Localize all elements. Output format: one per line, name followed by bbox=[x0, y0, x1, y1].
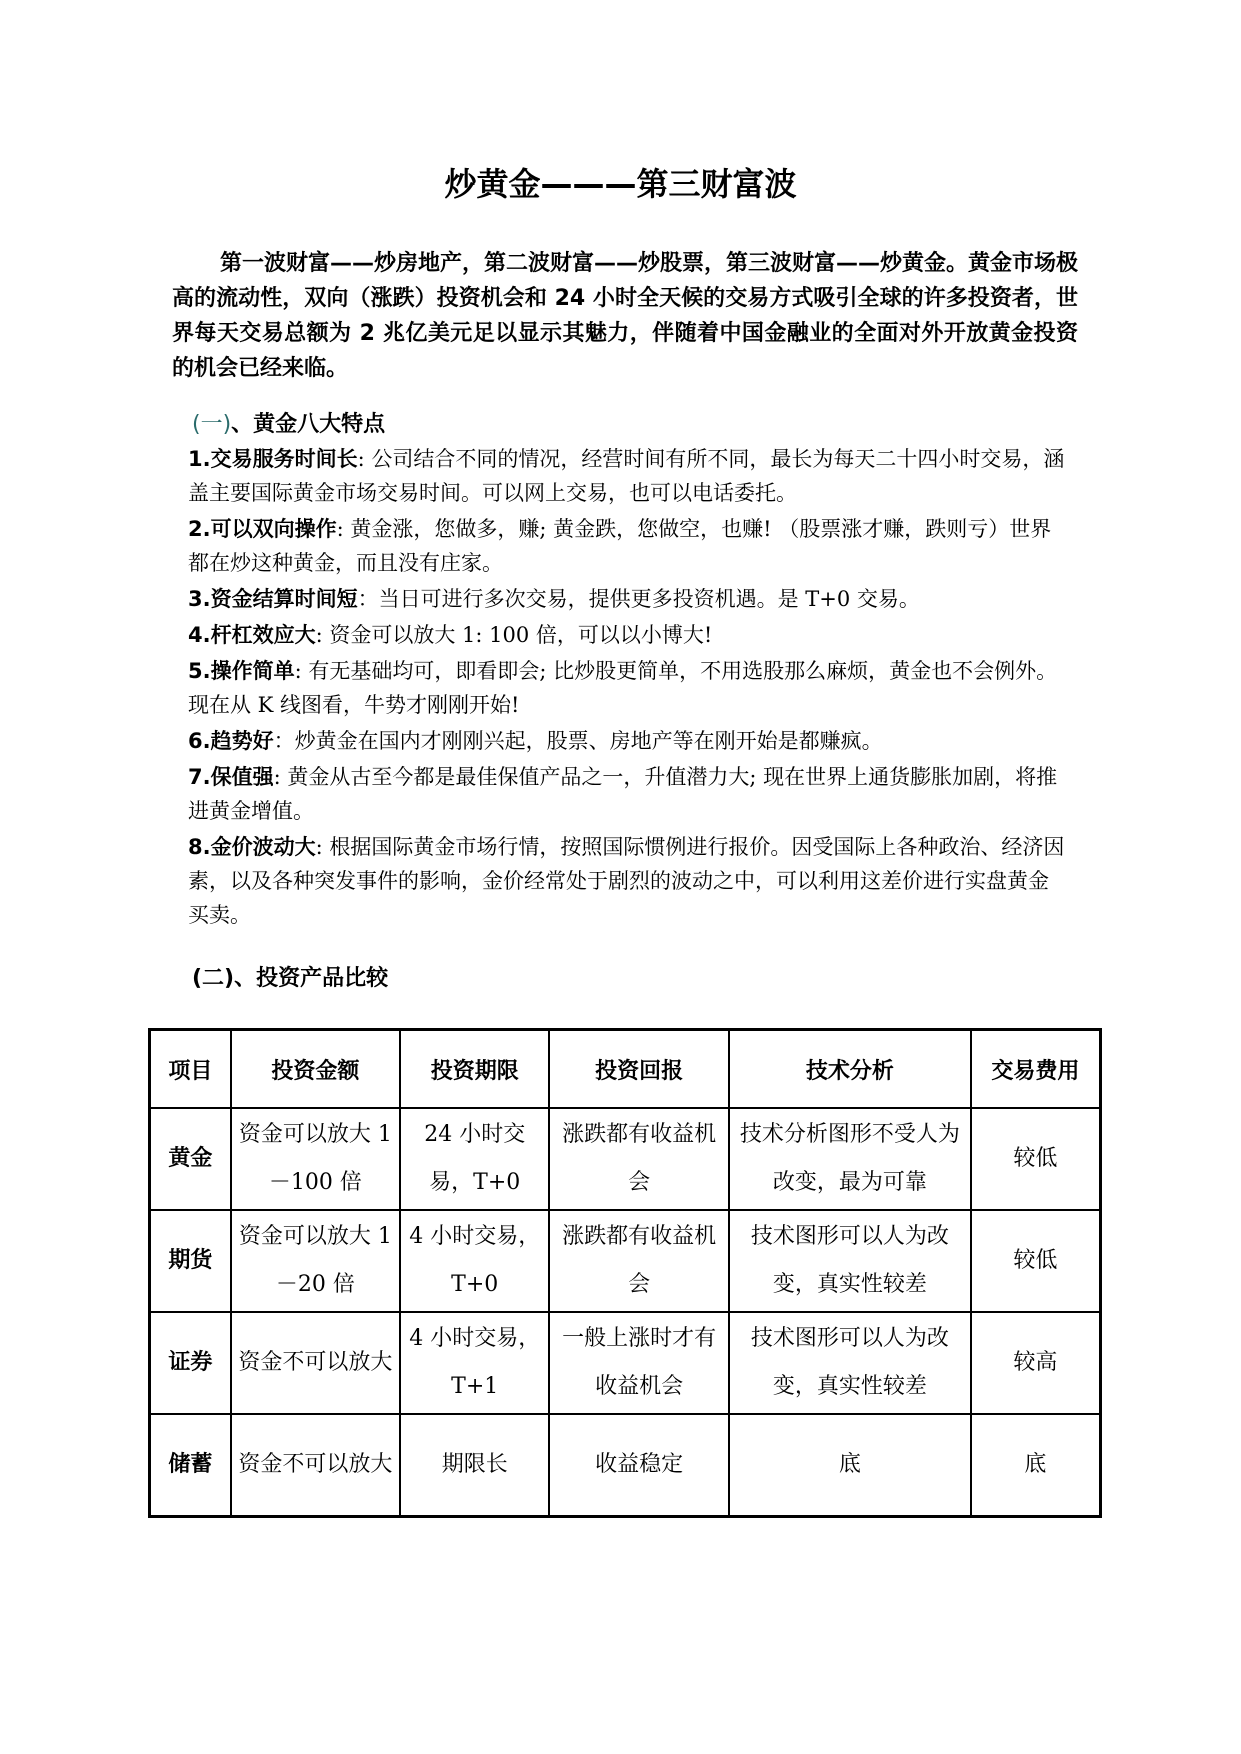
feature-text: ：炒黄金在国内才刚刚兴起，股票、房地产等在刚开始是都赚疯。 bbox=[273, 729, 883, 753]
feature-item bbox=[188, 830, 1068, 932]
feature-name: 操作简单 bbox=[210, 659, 295, 683]
feature-item bbox=[188, 724, 1068, 758]
feature-item bbox=[188, 582, 1068, 616]
table-cell: 一般上涨时才有收益机会 bbox=[549, 1312, 729, 1414]
feature-text: : 有无基础均可，即看即会; 比炒股更简单，不用选股那么麻烦，黄金也不会例外。现在从 K 线图看，牛势才刚刚开始! bbox=[188, 659, 1058, 717]
table-cell: 储蓄 bbox=[150, 1414, 231, 1517]
column-header: 投资金额 bbox=[231, 1030, 400, 1109]
feature-text: : 根据国际黄金市场行情，按照国际惯例进行报价。因受国际上各种政治、经济因素，以及各种突发事件的影响，金价经常处于剧烈的波动之中，可以利用这差价进行实盘黄金买卖。 bbox=[188, 835, 1065, 927]
table-cell: 期货 bbox=[150, 1210, 231, 1312]
table-row bbox=[150, 1414, 1101, 1517]
table-cell: 底 bbox=[971, 1414, 1101, 1517]
table-cell: 技术图形可以人为改变，真实性较差 bbox=[729, 1210, 971, 1312]
document-title: 炒黄金———第三财富波 bbox=[444, 165, 797, 203]
section-heading-features bbox=[192, 408, 385, 442]
comparison-table bbox=[148, 1028, 1102, 1518]
table-row bbox=[150, 1210, 1101, 1312]
feature-name: 交易服务时间长 bbox=[210, 447, 358, 471]
feature-item bbox=[188, 618, 1068, 652]
feature-name: 趋势好 bbox=[210, 729, 274, 753]
feature-number: 6. bbox=[188, 729, 211, 753]
table-cell: 24 小时交易，T+0 bbox=[400, 1108, 549, 1210]
intro-paragraph: 第一波财富——炒房地产，第二波财富——炒股票，第三波财富——炒黄金。黄金市场极高的流动性，双向（涨跌）投资机会和 24 小时全天候的交易方式吸引全球的许多投资者，世界每天交易总额为 2 兆亿美元足以显示其魅力，伴随着中国金融业的全面对外开放黄金投资的机会已经来临。 bbox=[172, 251, 1079, 381]
table-cell: 较低 bbox=[971, 1108, 1101, 1210]
feature-number: 2. bbox=[188, 517, 211, 541]
section-label: 、黄金八大特点 bbox=[231, 412, 386, 437]
feature-number: 1. bbox=[188, 447, 211, 471]
feature-text: : 公司结合不同的情况，经营时间有所不同，最长为每天二十四小时交易，涵盖主要国际黄金市场交易时间。可以网上交易，也可以电话委托。 bbox=[188, 447, 1065, 505]
feature-number: 4. bbox=[188, 623, 211, 647]
table-cell: 4 小时交易，T+1 bbox=[400, 1312, 549, 1414]
column-header: 项目 bbox=[150, 1030, 231, 1109]
table-cell: 黄金 bbox=[150, 1108, 231, 1210]
feature-name: 杆杠效应大 bbox=[210, 623, 316, 647]
table-row bbox=[150, 1312, 1101, 1414]
table-cell: 收益稳定 bbox=[549, 1414, 729, 1517]
feature-number: 5. bbox=[188, 659, 211, 683]
table-cell: 资金可以放大 1－100 倍 bbox=[231, 1108, 400, 1210]
column-header: 技术分析 bbox=[729, 1030, 971, 1109]
feature-text: : 黄金涨，您做多，赚; 黄金跌，您做空，也赚! （股票涨才赚，跌则亏）世界都在炒这种黄金，而且没有庄家。 bbox=[188, 517, 1052, 575]
feature-item bbox=[188, 442, 1068, 510]
feature-item bbox=[188, 512, 1068, 580]
section-number: (一) bbox=[192, 412, 232, 437]
feature-number: 7. bbox=[188, 765, 211, 789]
table-cell: 证券 bbox=[150, 1312, 231, 1414]
table-cell: 期限长 bbox=[400, 1414, 549, 1517]
table-cell: 资金可以放大 1－20 倍 bbox=[231, 1210, 400, 1312]
feature-name: 资金结算时间短 bbox=[210, 587, 358, 611]
section-heading-comparison: (二)、投资产品比较 bbox=[192, 966, 389, 991]
table-cell: 技术图形可以人为改变，真实性较差 bbox=[729, 1312, 971, 1414]
table-cell: 涨跌都有收益机会 bbox=[549, 1210, 729, 1312]
feature-text: : 黄金从古至今都是最佳保值产品之一，升值潜力大; 现在世界上通货膨胀加剧，将推进黄金增值。 bbox=[188, 765, 1058, 823]
feature-text: : 资金可以放大 1: 100 倍，可以以小博大! bbox=[315, 623, 713, 647]
table-cell: 涨跌都有收益机会 bbox=[549, 1108, 729, 1210]
feature-item bbox=[188, 760, 1068, 828]
table-cell: 较低 bbox=[971, 1210, 1101, 1312]
feature-name: 保值强 bbox=[210, 765, 274, 789]
table-cell: 较高 bbox=[971, 1312, 1101, 1414]
table-row bbox=[150, 1108, 1101, 1210]
column-header: 投资回报 bbox=[549, 1030, 729, 1109]
column-header: 投资期限 bbox=[400, 1030, 549, 1109]
feature-list bbox=[188, 442, 1068, 934]
table-cell: 4 小时交易，T+0 bbox=[400, 1210, 549, 1312]
feature-name: 可以双向操作 bbox=[210, 517, 337, 541]
table-cell: 底 bbox=[729, 1414, 971, 1517]
table-header-row bbox=[150, 1030, 1101, 1109]
table-cell: 资金不可以放大 bbox=[231, 1414, 400, 1517]
table-cell: 资金不可以放大 bbox=[231, 1312, 400, 1414]
feature-name: 金价波动大 bbox=[210, 835, 316, 859]
feature-number: 3. bbox=[188, 587, 211, 611]
column-header: 交易费用 bbox=[971, 1030, 1101, 1109]
feature-text: ：当日可进行多次交易，提供更多投资机遇。是 T+0 交易。 bbox=[357, 587, 920, 611]
feature-item bbox=[188, 654, 1068, 722]
table-cell: 技术分析图形不受人为改变，最为可靠 bbox=[729, 1108, 971, 1210]
feature-number: 8. bbox=[188, 835, 211, 859]
